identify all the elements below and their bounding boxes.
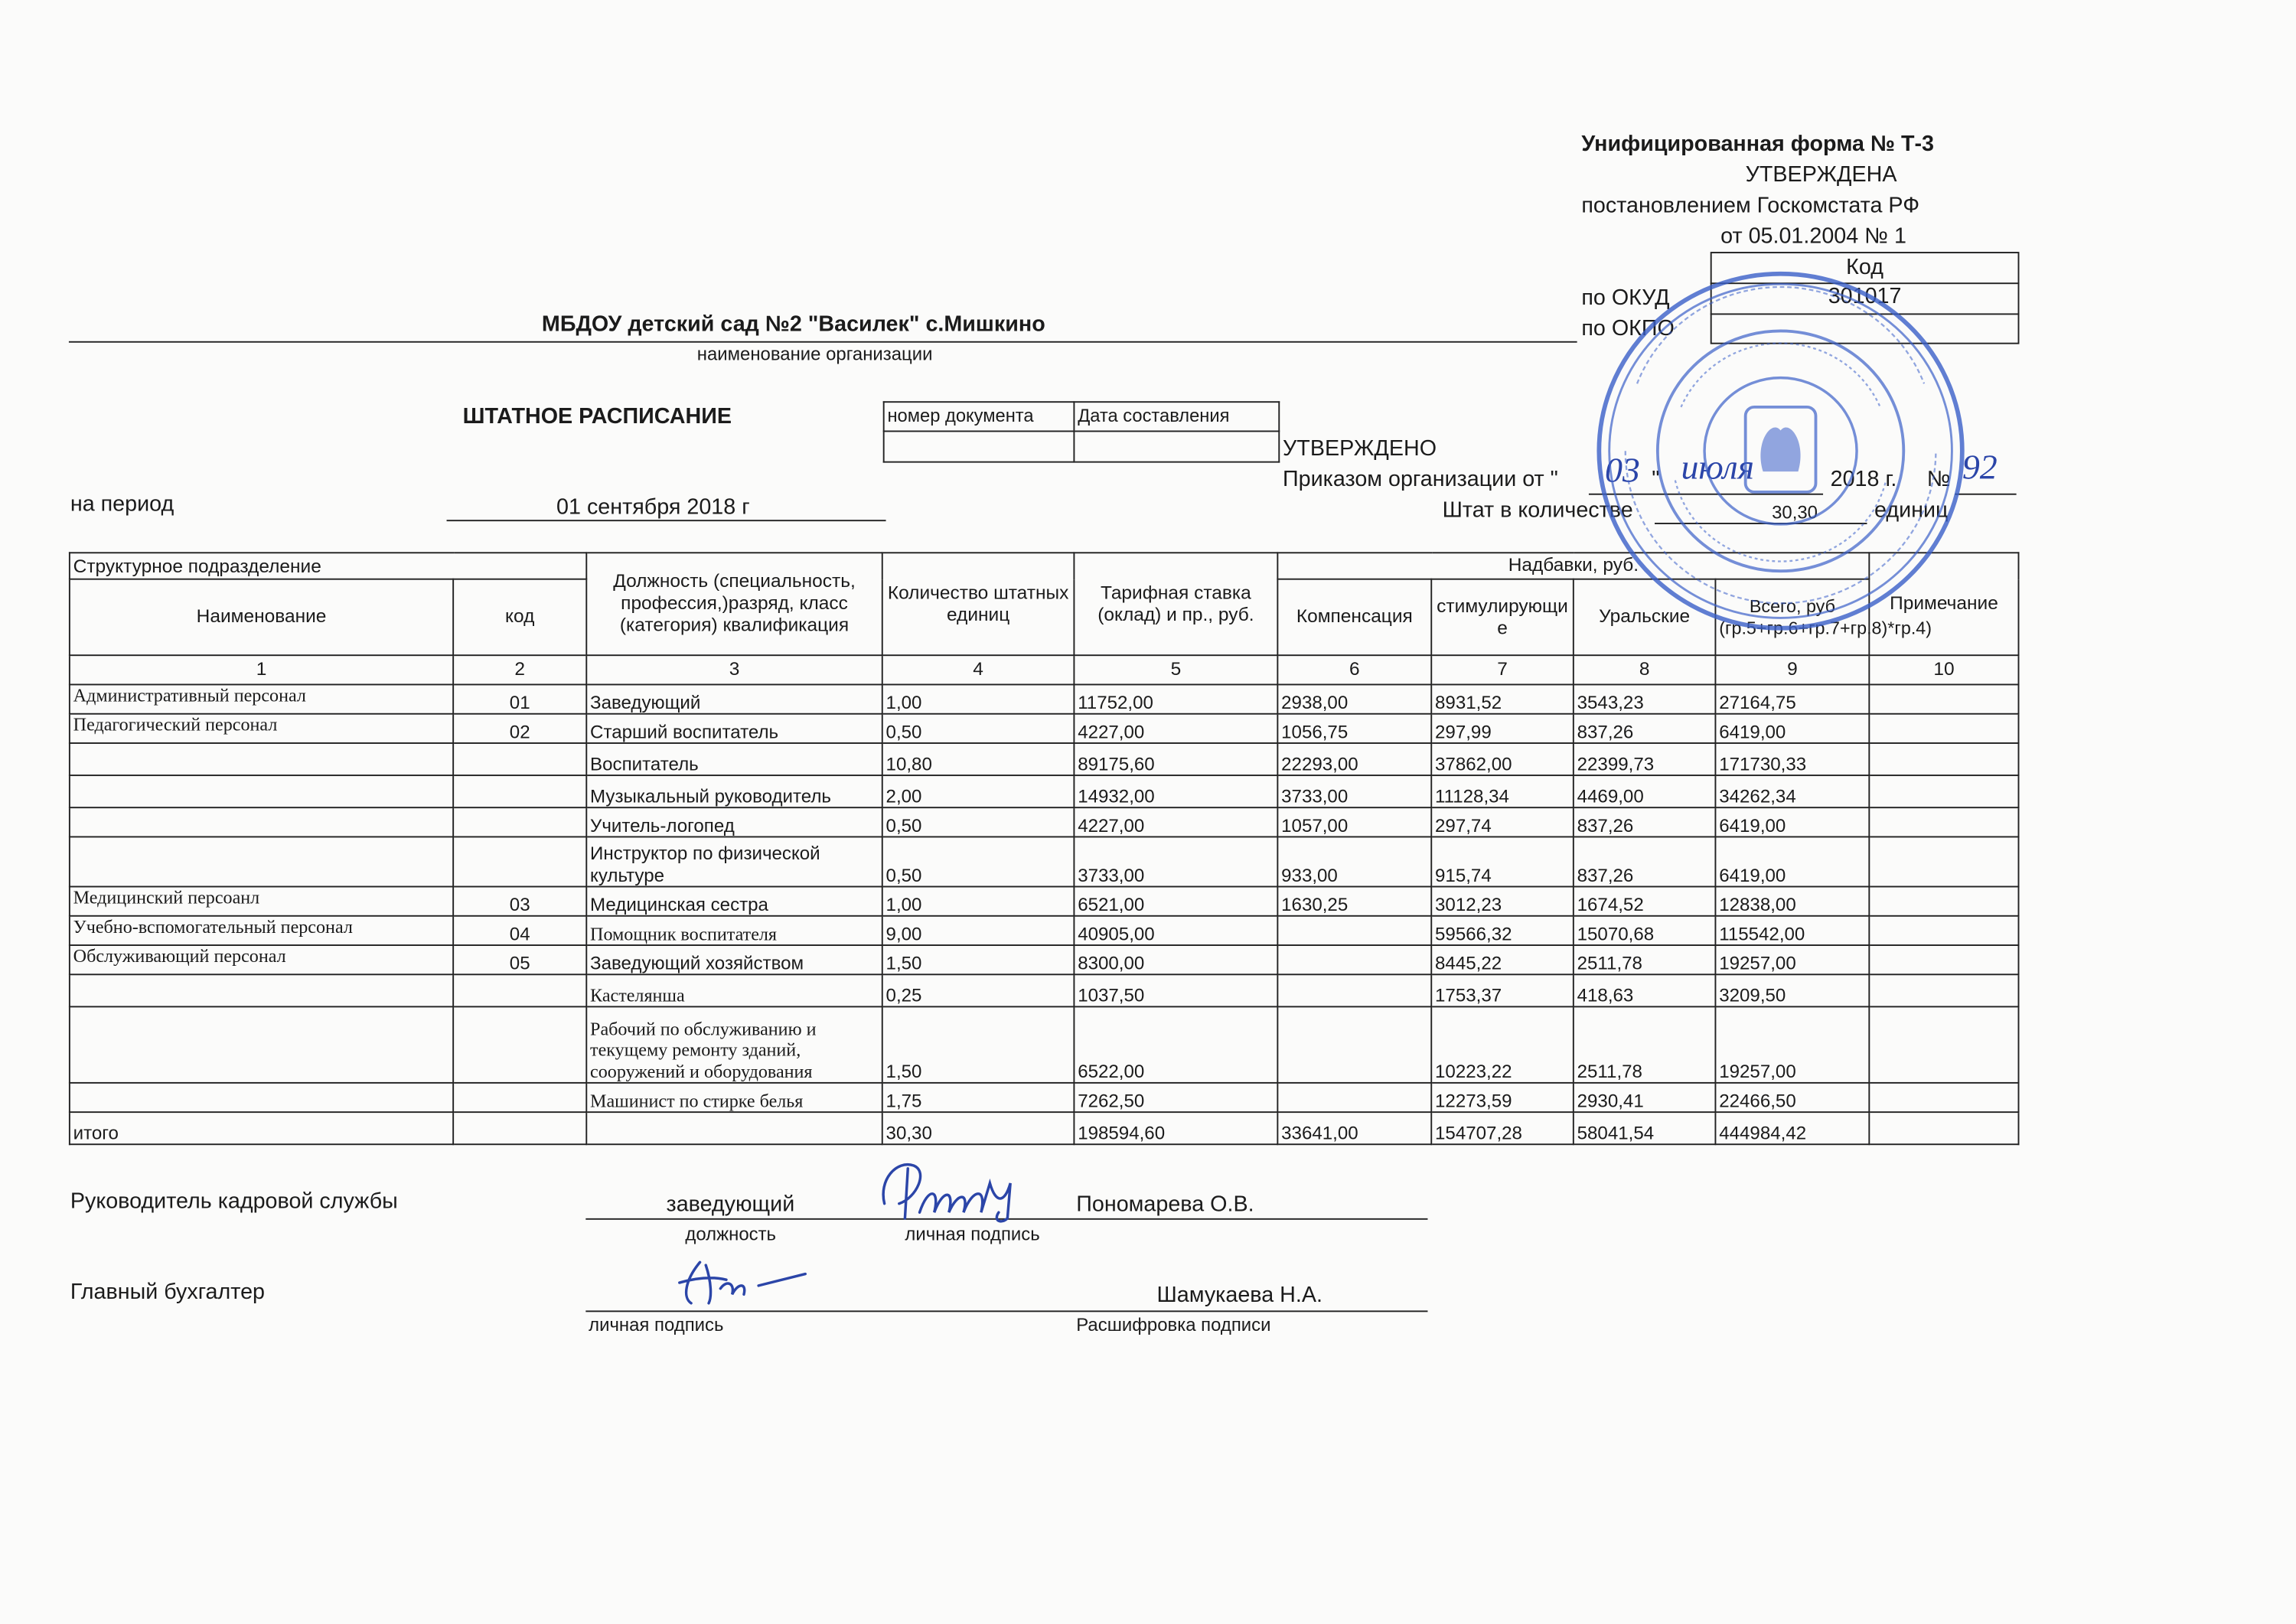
table-row	[70, 887, 2019, 916]
compensation-cell: 1630,25	[1277, 887, 1431, 916]
column-number: 2	[453, 655, 586, 684]
note-cell	[1869, 775, 2018, 807]
column-number: 6	[1277, 655, 1431, 684]
staff-count: 30,30	[1772, 502, 1818, 523]
units-cell: 0,50	[882, 807, 1075, 836]
rate-cell: 3733,00	[1074, 836, 1277, 886]
position-cell: Учитель-логопед	[586, 807, 882, 836]
dept-cell: Педагогический персонал	[70, 714, 453, 743]
column-number: 7	[1431, 655, 1574, 684]
position-cell: Инструктор по физической культуре	[586, 836, 882, 886]
header-ural: Уральские	[1574, 579, 1716, 655]
ural-cell: 837,26	[1574, 836, 1716, 886]
dept-cell	[70, 1083, 453, 1112]
dept-cell	[70, 775, 453, 807]
ural-cell: 2511,78	[1574, 1006, 1716, 1082]
table-row	[70, 916, 2019, 945]
stimulating-cell: 1753,37	[1431, 974, 1574, 1006]
rate-cell: 198594,60	[1074, 1112, 1277, 1144]
compensation-cell: 33641,00	[1277, 1112, 1431, 1144]
caption-decode: Расшифровка подписи	[1076, 1315, 1271, 1335]
order-day: 03	[1604, 452, 1640, 491]
chief-accountant-label: Главный бухгалтер	[70, 1280, 266, 1305]
note-cell	[1869, 1112, 2018, 1144]
code-cell: 04	[453, 916, 586, 945]
compensation-cell	[1277, 945, 1431, 974]
header-rate: Тарифная ставка (оклад) и пр., руб.	[1074, 553, 1277, 655]
total-cell: 19257,00	[1715, 1006, 1869, 1082]
note-cell	[1869, 1006, 2018, 1082]
rate-cell: 6521,00	[1074, 887, 1277, 916]
code-cell: 02	[453, 714, 586, 743]
table-row	[70, 775, 2019, 807]
rate-cell: 1037,50	[1074, 974, 1277, 1006]
column-number: 4	[882, 655, 1075, 684]
doc-number-label: номер документа	[884, 402, 1075, 431]
order-quote: "	[1652, 467, 1660, 492]
units-cell: 1,50	[882, 945, 1075, 974]
okpo-label: по ОКПО	[1581, 316, 1675, 341]
rate-cell: 7262,50	[1074, 1083, 1277, 1112]
header-position: Должность (специальность, профессия,)разряд, класс (категория) квалификация	[586, 553, 882, 655]
position-cell: Воспитатель	[586, 743, 882, 775]
compensation-cell: 22293,00	[1277, 743, 1431, 775]
staff-units: единиц	[1874, 497, 1949, 523]
position-cell: Заведующий хозяйством	[586, 945, 882, 974]
staff-label: Штат в количестве	[1442, 497, 1633, 523]
dept-cell	[70, 974, 453, 1006]
units-cell: 0,25	[882, 974, 1075, 1006]
ural-cell: 2930,41	[1574, 1083, 1716, 1112]
rate-cell: 14932,00	[1074, 775, 1277, 807]
table-row	[70, 684, 2019, 713]
ural-cell: 58041,54	[1574, 1112, 1716, 1144]
header-total: Всего, руб (гр.5+гр.6+гр.7+гр.8)*гр.4)	[1715, 579, 1869, 655]
units-cell: 2,00	[882, 775, 1075, 807]
order-year: 2018 г.	[1830, 467, 1897, 492]
column-number: 9	[1715, 655, 1869, 684]
total-cell: 34262,34	[1715, 775, 1869, 807]
rate-cell: 6522,00	[1074, 1006, 1277, 1082]
note-cell	[1869, 1083, 2018, 1112]
code-cell: 01	[453, 684, 586, 713]
dept-cell	[70, 743, 453, 775]
position-cell: Помощник воспитателя	[586, 916, 882, 945]
rate-cell: 89175,60	[1074, 743, 1277, 775]
unified-form-title: Унифицированная форма № Т-3	[1581, 132, 1935, 157]
header-code: код	[453, 579, 586, 655]
order-month: июля	[1681, 449, 1755, 488]
okud-label: по ОКУД	[1581, 285, 1670, 311]
stimulating-cell: 10223,22	[1431, 1006, 1574, 1082]
compensation-cell: 3733,00	[1277, 775, 1431, 807]
column-number: 10	[1869, 655, 2018, 684]
header-name: Наименование	[70, 579, 453, 655]
doc-number-value	[884, 431, 1075, 461]
position-cell: Машинист по стирке белья	[586, 1083, 882, 1112]
signature-hr	[876, 1154, 1039, 1228]
stimulating-cell: 3012,23	[1431, 887, 1574, 916]
rate-cell: 11752,00	[1074, 684, 1277, 713]
note-cell	[1869, 974, 2018, 1006]
note-cell	[1869, 807, 2018, 836]
code-cell	[453, 807, 586, 836]
column-number: 1	[70, 655, 453, 684]
document-number-box	[883, 401, 1280, 462]
compensation-cell: 1057,00	[1277, 807, 1431, 836]
stimulating-cell: 59566,32	[1431, 916, 1574, 945]
approved-label: УТВЕРЖДЕНО	[1283, 436, 1437, 461]
ural-cell: 837,26	[1574, 807, 1716, 836]
period-label: на период	[70, 491, 174, 517]
table-row	[70, 807, 2019, 836]
rate-cell: 4227,00	[1074, 714, 1277, 743]
position-cell: Заведующий	[586, 684, 882, 713]
stimulating-cell: 8931,52	[1431, 684, 1574, 713]
organization-stamp	[1593, 266, 1968, 635]
compensation-cell: 1056,75	[1277, 714, 1431, 743]
accountant-name: Шамукаева Н.А.	[1156, 1283, 1322, 1308]
hr-position: заведующий	[666, 1192, 795, 1217]
total-cell: 27164,75	[1715, 684, 1869, 713]
stimulating-cell: 297,99	[1431, 714, 1574, 743]
code-cell	[453, 1112, 586, 1144]
total-cell: 444984,42	[1715, 1112, 1869, 1144]
total-cell: 6419,00	[1715, 714, 1869, 743]
position-cell: Кастелянша	[586, 974, 882, 1006]
header-allowances: Надбавки, руб.	[1277, 553, 1869, 579]
okud-value: 301017	[1828, 284, 1902, 309]
organization-name: МБДОУ детский сад №2 "Василек" с.Мишкино	[541, 311, 1045, 338]
ural-cell: 3543,23	[1574, 684, 1716, 713]
compensation-cell: 2938,00	[1277, 684, 1431, 713]
column-number: 8	[1574, 655, 1716, 684]
dept-cell: Медицинский персоанл	[70, 887, 453, 916]
ural-cell: 4469,00	[1574, 775, 1716, 807]
dept-cell	[70, 836, 453, 886]
table-row	[70, 1083, 2019, 1112]
dept-cell	[70, 1006, 453, 1082]
stimulating-cell: 8445,22	[1431, 945, 1574, 974]
code-header: Код	[1846, 254, 1883, 280]
ural-cell: 2511,78	[1574, 945, 1716, 974]
units-cell: 0,50	[882, 714, 1075, 743]
hr-name: Пономарева О.В.	[1076, 1192, 1254, 1217]
total-cell: 19257,00	[1715, 945, 1869, 974]
stimulating-cell: 154707,28	[1431, 1112, 1574, 1144]
organization-caption: наименование организации	[696, 344, 933, 365]
note-cell	[1869, 916, 2018, 945]
column-numbers-row	[70, 655, 2019, 684]
compensation-cell: 933,00	[1277, 836, 1431, 886]
ural-cell: 1674,52	[1574, 887, 1716, 916]
note-cell	[1869, 836, 2018, 886]
compensation-cell	[1277, 1006, 1431, 1082]
code-cell: 05	[453, 945, 586, 974]
order-no-label: №	[1926, 467, 1951, 492]
hr-head-label: Руководитель кадровой службы	[70, 1189, 398, 1215]
order-prefix: Приказом организации от "	[1283, 467, 1558, 492]
code-cell	[453, 836, 586, 886]
table-row	[70, 945, 2019, 974]
table-row	[70, 743, 2019, 775]
caption-position: должность	[685, 1224, 777, 1245]
table-row	[70, 836, 2019, 886]
header-stimulating: стимулирующи е	[1431, 579, 1574, 655]
table-row	[70, 974, 2019, 1006]
dept-cell: Обслуживающий персонал	[70, 945, 453, 974]
rate-cell: 4227,00	[1074, 807, 1277, 836]
order-no: 92	[1962, 449, 1998, 488]
compensation-cell	[1277, 916, 1431, 945]
totals-row	[70, 1112, 2019, 1144]
stimulating-cell: 297,74	[1431, 807, 1574, 836]
stimulating-cell: 11128,34	[1431, 775, 1574, 807]
code-cell	[453, 775, 586, 807]
stimulating-cell: 915,74	[1431, 836, 1574, 886]
rate-cell: 40905,00	[1074, 916, 1277, 945]
table-row	[70, 1006, 2019, 1082]
position-cell	[586, 1112, 882, 1144]
code-cell: 03	[453, 887, 586, 916]
caption-signature: личная подпись	[905, 1224, 1040, 1245]
caption-signature-2: личная подпись	[589, 1315, 724, 1335]
total-cell: 6419,00	[1715, 836, 1869, 886]
column-number: 3	[586, 655, 882, 684]
doc-date-label: Дата составления	[1074, 402, 1279, 431]
approved-by: постановлением Госкомстата РФ	[1581, 193, 1920, 219]
total-cell: 12838,00	[1715, 887, 1869, 916]
units-cell: 10,80	[882, 743, 1075, 775]
total-cell: 3209,50	[1715, 974, 1869, 1006]
note-cell	[1869, 714, 2018, 743]
ural-cell: 837,26	[1574, 714, 1716, 743]
table-row	[70, 714, 2019, 743]
note-cell	[1869, 945, 2018, 974]
note-cell	[1869, 743, 2018, 775]
period-value: 01 сентября 2018 г	[556, 494, 750, 520]
total-cell: 171730,33	[1715, 743, 1869, 775]
stimulating-cell: 12273,59	[1431, 1083, 1574, 1112]
units-cell: 1,00	[882, 684, 1075, 713]
header-note: Примечание	[1869, 553, 2018, 655]
approved-word: УТВЕРЖДЕНА	[1745, 162, 1897, 188]
column-number: 5	[1074, 655, 1277, 684]
units-cell: 0,50	[882, 836, 1075, 886]
note-cell	[1869, 684, 2018, 713]
units-cell: 1,50	[882, 1006, 1075, 1082]
staffing-table	[69, 552, 2020, 1145]
total-cell: 22466,50	[1715, 1083, 1869, 1112]
note-cell	[1869, 887, 2018, 916]
code-cell	[453, 974, 586, 1006]
total-cell: 6419,00	[1715, 807, 1869, 836]
doc-date-value	[1074, 431, 1279, 461]
units-cell: 30,30	[882, 1112, 1075, 1144]
dept-cell: Учебно-вспомогательный персонал	[70, 916, 453, 945]
compensation-cell	[1277, 974, 1431, 1006]
dept-cell	[70, 807, 453, 836]
header-compensation: Компенсация	[1277, 579, 1431, 655]
position-cell: Старший воспитатель	[586, 714, 882, 743]
code-cell	[453, 1006, 586, 1082]
position-cell: Музыкальный руководитель	[586, 775, 882, 807]
units-cell: 1,00	[882, 887, 1075, 916]
code-cell	[453, 1083, 586, 1112]
units-cell: 1,75	[882, 1083, 1075, 1112]
ural-cell: 15070,68	[1574, 916, 1716, 945]
ural-cell: 22399,73	[1574, 743, 1716, 775]
approved-date: от 05.01.2004 № 1	[1720, 223, 1906, 249]
ural-cell: 418,63	[1574, 974, 1716, 1006]
stimulating-cell: 37862,00	[1431, 743, 1574, 775]
code-cell	[453, 743, 586, 775]
header-units: Количество штатных единиц	[882, 553, 1075, 655]
document-title: ШТАТНОЕ РАСПИСАНИЕ	[462, 404, 732, 429]
position-cell: Медицинская сестра	[586, 887, 882, 916]
dept-cell: Административный персонал	[70, 684, 453, 713]
position-cell: Рабочий по обслуживанию и текущему ремонту зданий, сооружений и оборудования	[586, 1006, 882, 1082]
rate-cell: 8300,00	[1074, 945, 1277, 974]
totals-label: итого	[70, 1112, 453, 1144]
units-cell: 9,00	[882, 916, 1075, 945]
header-struct-div: Структурное подразделение	[70, 553, 586, 579]
signature-accountant	[670, 1254, 817, 1313]
total-cell: 115542,00	[1715, 916, 1869, 945]
compensation-cell	[1277, 1083, 1431, 1112]
